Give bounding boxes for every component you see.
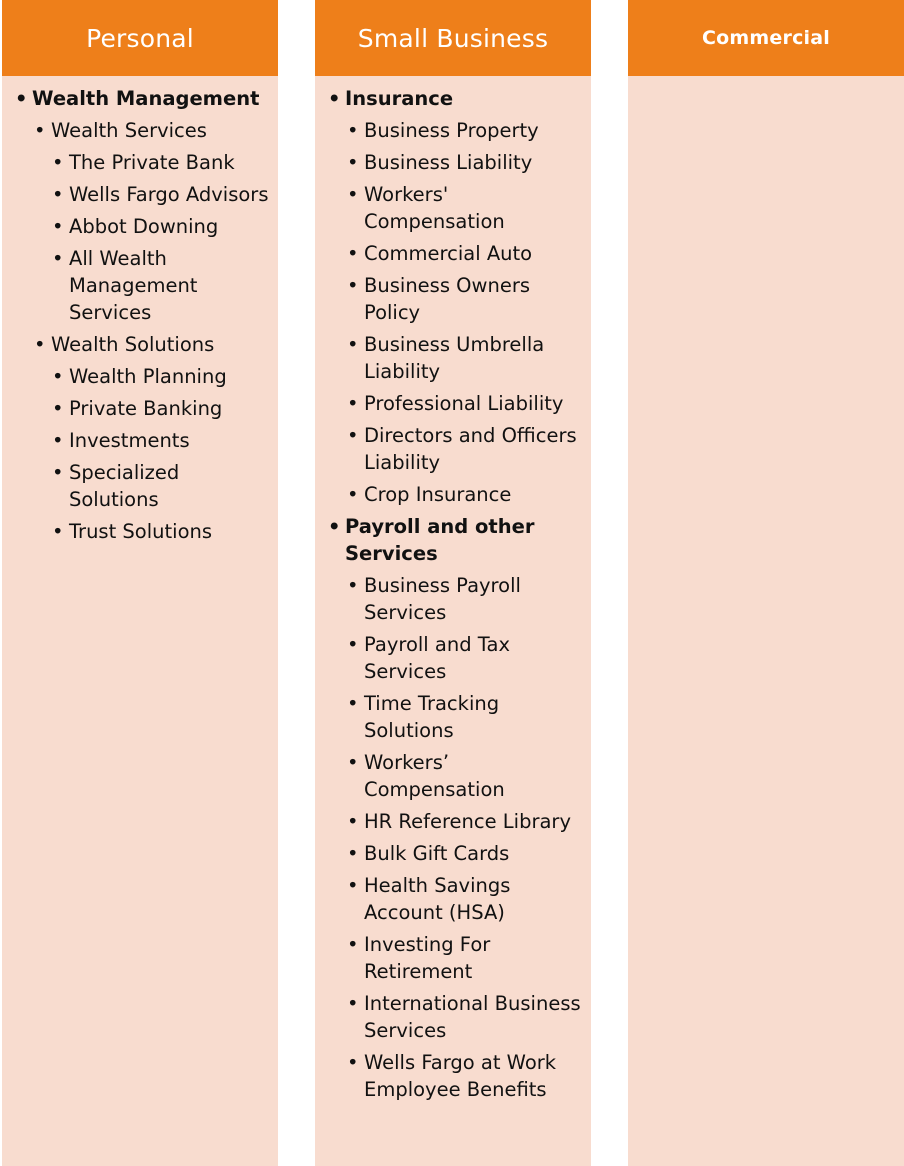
list-item: • Professional Liability bbox=[364, 390, 581, 417]
list-item: • Workers’ Compensation bbox=[364, 749, 581, 803]
list-item: • Business Liability bbox=[364, 149, 581, 176]
list-item: • Crop Insurance bbox=[364, 481, 581, 508]
list-item: • Business Property bbox=[364, 117, 581, 144]
list-item: • The Private Bank bbox=[69, 149, 272, 176]
personal-list bbox=[32, 85, 272, 545]
list-item: • Private Banking bbox=[69, 395, 272, 422]
list-item: • International Business Services bbox=[364, 990, 581, 1044]
list-item: • Commercial Auto bbox=[364, 240, 581, 267]
list-item: • Specialized Solutions bbox=[69, 459, 272, 513]
section-label: • Insurance bbox=[345, 87, 454, 110]
list-item: • Wells Fargo at Work Employee Benefits bbox=[364, 1049, 581, 1103]
group-label: • Wealth Solutions bbox=[51, 333, 215, 356]
section-payroll-services bbox=[345, 513, 581, 1103]
list-item: • Workers' Compensation bbox=[364, 181, 581, 235]
list-item: • HR Reference Library bbox=[364, 808, 581, 835]
section-insurance bbox=[345, 85, 581, 508]
column-commercial bbox=[628, 0, 904, 1166]
section-wealth-management bbox=[32, 85, 272, 545]
list-item: • Investing For Retirement bbox=[364, 931, 581, 985]
list-item: • Directors and Officers Liability bbox=[364, 422, 581, 476]
list-item: • All Wealth Management Services bbox=[69, 245, 272, 326]
list-item: • Business Umbrella Liability bbox=[364, 331, 581, 385]
column-header-small-business: Small Business bbox=[315, 0, 591, 76]
group-wealth-services bbox=[51, 117, 272, 326]
list-item: • Time Tracking Solutions bbox=[364, 690, 581, 744]
column-header-personal: Personal bbox=[2, 0, 278, 76]
column-personal bbox=[2, 0, 278, 1166]
section-label: • Payroll and other Services bbox=[345, 515, 535, 565]
group-label: • Wealth Services bbox=[51, 119, 207, 142]
list-item: • Investments bbox=[69, 427, 272, 454]
list-item: • Bulk Gift Cards bbox=[364, 840, 581, 867]
list-item: • Wells Fargo Advisors bbox=[69, 181, 272, 208]
column-header-commercial: Commercial bbox=[628, 0, 904, 76]
list-item: • Abbot Downing bbox=[69, 213, 272, 240]
list-item: • Business Payroll Services bbox=[364, 572, 581, 626]
list-item: • Health Savings Account (HSA) bbox=[364, 872, 581, 926]
list-item: • Wealth Planning bbox=[69, 363, 272, 390]
list-item: • Payroll and Tax Services bbox=[364, 631, 581, 685]
column-small-business bbox=[315, 0, 591, 1166]
list-item: • Business Owners Policy bbox=[364, 272, 581, 326]
section-label: • Wealth Management bbox=[32, 87, 260, 110]
small-business-list bbox=[345, 85, 581, 1103]
group-wealth-solutions bbox=[51, 331, 272, 545]
list-item: • Trust Solutions bbox=[69, 518, 272, 545]
